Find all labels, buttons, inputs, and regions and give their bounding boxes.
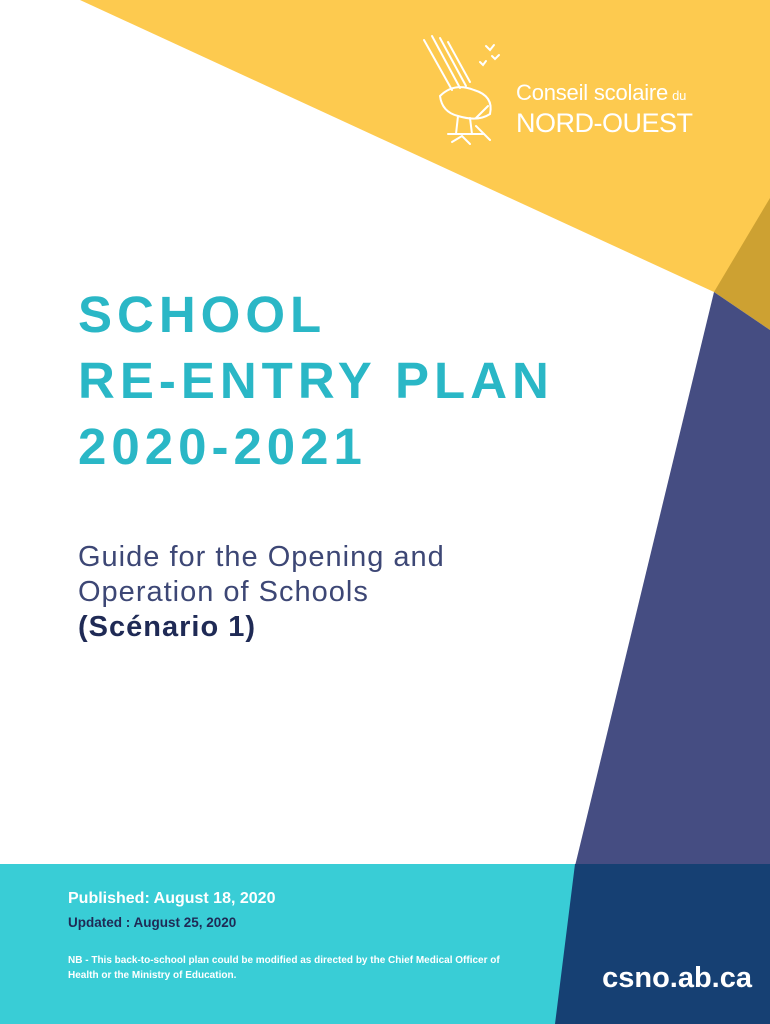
subtitle [78,540,445,645]
website-link[interactable]: csno.ab.ca [602,962,752,994]
published-date: Published: August 18, 2020 [68,890,276,907]
title-line-1: SCHOOL [78,286,327,343]
title-line-2: RE-ENTRY PLAN [78,352,554,409]
school-board-logo [418,32,718,162]
updated-date: Updated : August 25, 2020 [68,915,237,930]
page-title [78,282,554,480]
disclaimer-note: NB - This back-to-school plan could be modified as directed by the Chief Medical Officer of Health or the Ministry of Education. [68,955,500,981]
subtitle-line-2: Operation of Schools [78,576,369,608]
logo-text-du: du [672,88,687,103]
title-line-3: 2020-2021 [78,418,367,475]
navy-panel [575,292,770,866]
sun-and-child-icon [418,32,508,157]
subtitle-line-1: Guide for the Opening and [78,541,445,573]
logo-text-line1: Conseil scolaire du [516,80,687,105]
logo-text-line2: NORD-OUEST [516,108,693,138]
dark-blue-footer-panel [555,864,770,1024]
scenario-label: (Scénario 1) [78,611,256,643]
